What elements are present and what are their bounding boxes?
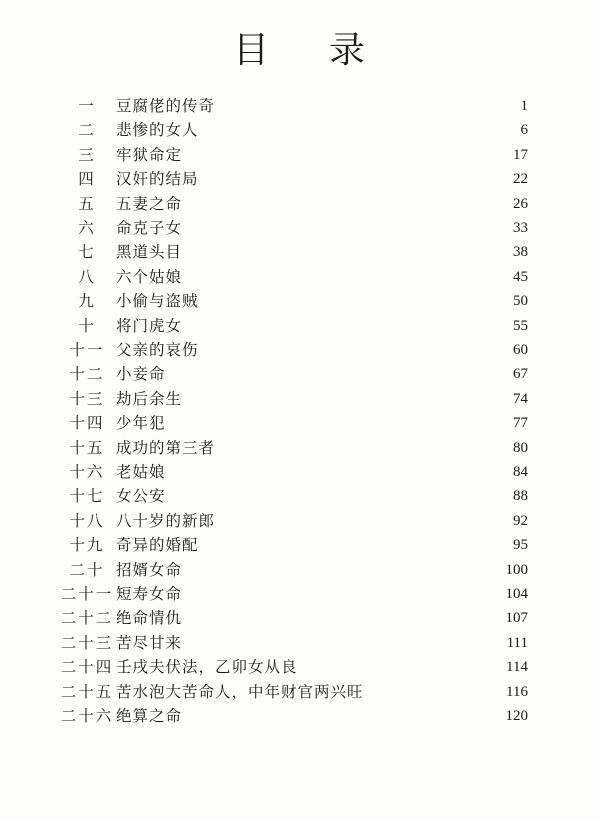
toc-chapter-number: 八	[78, 267, 96, 286]
toc-page-number: 1	[520, 98, 528, 114]
toc-page-number: 88	[513, 488, 528, 505]
toc-entry-body	[116, 509, 494, 533]
toc-chapter-title: 黑道头目	[116, 243, 183, 262]
toc-chapter-title: 短寿女命	[116, 585, 183, 603]
toc-leader-dots	[184, 265, 494, 289]
toc-chapter-title: 父亲的哀伤	[116, 341, 199, 359]
toc-chapter-title: 老姑娘	[116, 463, 166, 481]
toc-page-number: 17	[513, 146, 528, 163]
toc-leader-dots	[184, 704, 494, 728]
toc-chapter-title: 劫后余生	[116, 389, 183, 408]
toc-chapter-title: 苦水泡大苦命人，中年财官两兴旺	[116, 682, 364, 701]
toc-chapter-number: 一	[78, 97, 96, 115]
toc-page-number: 104	[505, 586, 528, 602]
toc-leader-dots	[201, 533, 494, 557]
toc-entry	[0, 655, 600, 679]
toc-page-number: 92	[513, 512, 528, 529]
toc-entry-body	[116, 338, 494, 362]
toc-page-number: 67	[513, 366, 528, 383]
toc-chapter-title: 奇异的婚配	[116, 536, 199, 555]
toc-entry-body	[116, 460, 494, 484]
toc-entry-body	[116, 631, 494, 655]
toc-leader-dots	[184, 582, 494, 606]
toc-entry	[0, 704, 600, 728]
toc-chapter-title: 命克子女	[116, 219, 183, 237]
toc-entry	[0, 167, 600, 191]
toc-page-number: 84	[513, 464, 528, 480]
toc-entry-body	[116, 118, 494, 142]
toc-entry-body	[116, 655, 494, 679]
toc-page-number: 6	[520, 122, 528, 139]
toc-chapter-number: 十五	[69, 438, 105, 457]
toc-chapter-number: 二十五	[60, 682, 114, 701]
toc-entry-body	[116, 216, 494, 240]
toc-page-number: 55	[513, 317, 528, 334]
toc-chapter-number: 二	[78, 121, 96, 140]
toc-chapter-title: 八十岁的新郎	[116, 511, 216, 530]
toc-chapter-number: 九	[78, 292, 96, 311]
toc-page-number: 114	[506, 659, 528, 676]
toc-entry-body	[116, 289, 494, 313]
toc-leader-dots	[184, 240, 494, 264]
toc-entry	[0, 240, 600, 264]
toc-entry-body	[116, 484, 494, 508]
toc-page-number: 77	[513, 415, 528, 432]
toc-entry	[0, 94, 600, 118]
toc-entry	[0, 118, 600, 142]
toc-leader-dots	[201, 289, 494, 313]
page-title	[0, 22, 600, 73]
toc-leader-dots	[300, 655, 494, 679]
toc-chapter-title: 六个姑娘	[116, 267, 183, 286]
toc-chapter-title: 成功的第三者	[116, 438, 216, 457]
toc-entry-body	[116, 167, 494, 191]
toc-leader-dots	[201, 118, 494, 142]
toc-chapter-number: 二十二	[60, 609, 114, 628]
toc-page-number: 33	[513, 220, 528, 236]
toc-entry-body	[116, 704, 494, 728]
toc-entry	[0, 338, 600, 362]
toc-entry-body	[116, 582, 494, 606]
toc-chapter-number: 十八	[69, 511, 105, 530]
toc-entry-body	[116, 265, 494, 289]
toc-entry	[0, 265, 600, 289]
toc-entry-body	[116, 680, 494, 704]
toc-chapter-title: 将门虎女	[116, 316, 183, 335]
toc-chapter-number: 十四	[69, 414, 105, 433]
toc-entry	[0, 314, 600, 338]
toc-chapter-number: 五	[78, 194, 96, 213]
toc-page-number: 22	[513, 171, 528, 188]
toc-chapter-number: 十九	[69, 536, 105, 555]
toc-leader-dots	[168, 362, 494, 386]
toc-entry-body	[116, 411, 494, 435]
toc-entry	[0, 362, 600, 386]
toc-entry	[0, 289, 600, 313]
toc-page-number: 50	[513, 293, 528, 310]
toc-entry	[0, 680, 600, 704]
toc-page-number: 38	[513, 244, 528, 261]
toc-chapter-number: 六	[78, 219, 96, 237]
toc-entry-body	[116, 314, 494, 338]
toc-chapter-title: 绝算之命	[116, 707, 183, 725]
toc-chapter-title: 豆腐佬的传奇	[116, 97, 216, 115]
toc-leader-dots	[184, 216, 494, 240]
toc-chapter-number: 十六	[69, 463, 105, 481]
toc-entry-body	[116, 240, 494, 264]
toc-leader-dots	[168, 460, 494, 484]
toc-page-number: 45	[513, 268, 528, 285]
toc-chapter-number: 二十六	[60, 707, 114, 725]
toc-entry	[0, 631, 600, 655]
toc-chapter-number: 十七	[69, 487, 105, 506]
toc-page-number: 120	[505, 708, 528, 724]
toc-leader-dots	[184, 387, 494, 411]
toc-leader-dots	[217, 94, 494, 118]
toc-entry-body	[116, 94, 494, 118]
toc-entry-body	[116, 143, 494, 167]
toc-chapter-number: 七	[78, 243, 96, 262]
toc-entry	[0, 484, 600, 508]
toc-chapter-title: 苦尽甘来	[116, 633, 183, 652]
toc-leader-dots	[184, 558, 494, 582]
toc-chapter-title: 壬戌夫伏法，乙卯女从良	[116, 658, 298, 677]
toc-entry	[0, 436, 600, 460]
toc-leader-dots	[201, 338, 494, 362]
toc-entry-body	[116, 362, 494, 386]
toc-page-number: 107	[505, 610, 528, 627]
toc-entry-body	[116, 436, 494, 460]
toc-chapter-title: 绝命情仇	[116, 609, 183, 628]
page-title-right: 录	[329, 30, 368, 71]
toc-entry-body	[116, 192, 494, 216]
toc-chapter-title: 汉奸的结局	[116, 170, 199, 189]
toc-leader-dots	[201, 167, 494, 191]
toc-chapter-title: 小妾命	[116, 365, 166, 384]
toc-page-number: 100	[505, 561, 528, 578]
toc-page-number: 116	[506, 683, 528, 700]
toc-leader-dots	[184, 314, 494, 338]
toc-leader-dots	[184, 631, 494, 655]
toc-leader-dots	[184, 192, 494, 216]
toc-chapter-number: 三	[78, 145, 96, 164]
toc-chapter-number: 四	[78, 170, 96, 189]
toc-chapter-title: 少年犯	[116, 414, 166, 433]
toc-entry	[0, 192, 600, 216]
toc-entry	[0, 411, 600, 435]
toc-entry-body	[116, 606, 494, 630]
toc-page-number: 95	[513, 537, 528, 554]
toc-entry	[0, 533, 600, 557]
toc-entry-body	[116, 533, 494, 557]
toc-chapter-number: 十二	[69, 365, 105, 384]
toc-leader-dots	[184, 606, 494, 630]
toc-entry	[0, 509, 600, 533]
page-title-left: 目	[232, 30, 271, 71]
toc-entry	[0, 582, 600, 606]
toc-entry-body	[116, 387, 494, 411]
toc-leader-dots	[168, 411, 494, 435]
toc-page-number: 26	[513, 195, 528, 212]
toc-chapter-number: 二十	[69, 560, 105, 579]
toc-entry	[0, 387, 600, 411]
toc-entry	[0, 460, 600, 484]
toc-leader-dots	[217, 436, 494, 460]
toc-page-number: 80	[513, 439, 528, 456]
toc-leader-dots	[168, 484, 494, 508]
toc-chapter-title: 五妻之命	[116, 194, 183, 213]
toc-entry	[0, 606, 600, 630]
toc-chapter-number: 十一	[69, 341, 105, 359]
toc-page-number: 74	[513, 390, 528, 407]
toc-chapter-title: 招婿女命	[116, 560, 183, 579]
toc-leader-dots	[217, 509, 494, 533]
toc-chapter-number: 二十一	[60, 585, 114, 603]
toc-entry	[0, 558, 600, 582]
toc-chapter-number: 二十四	[60, 658, 114, 677]
toc-chapter-number: 十三	[69, 389, 105, 408]
toc-entry-body	[116, 558, 494, 582]
toc-chapter-title: 女公安	[116, 487, 166, 506]
toc-entry	[0, 143, 600, 167]
toc-page-number: 60	[513, 342, 528, 358]
toc-leader-dots	[184, 143, 494, 167]
toc-chapter-title: 牢狱命定	[116, 145, 183, 164]
toc-entry	[0, 216, 600, 240]
toc-chapter-title: 小偷与盗贼	[116, 292, 199, 311]
toc-chapter-title: 悲惨的女人	[116, 121, 199, 140]
toc-chapter-number: 十	[78, 316, 96, 335]
toc-leader-dots	[366, 680, 494, 704]
toc-chapter-number: 二十三	[60, 633, 114, 652]
toc-page-number: 111	[506, 634, 528, 651]
